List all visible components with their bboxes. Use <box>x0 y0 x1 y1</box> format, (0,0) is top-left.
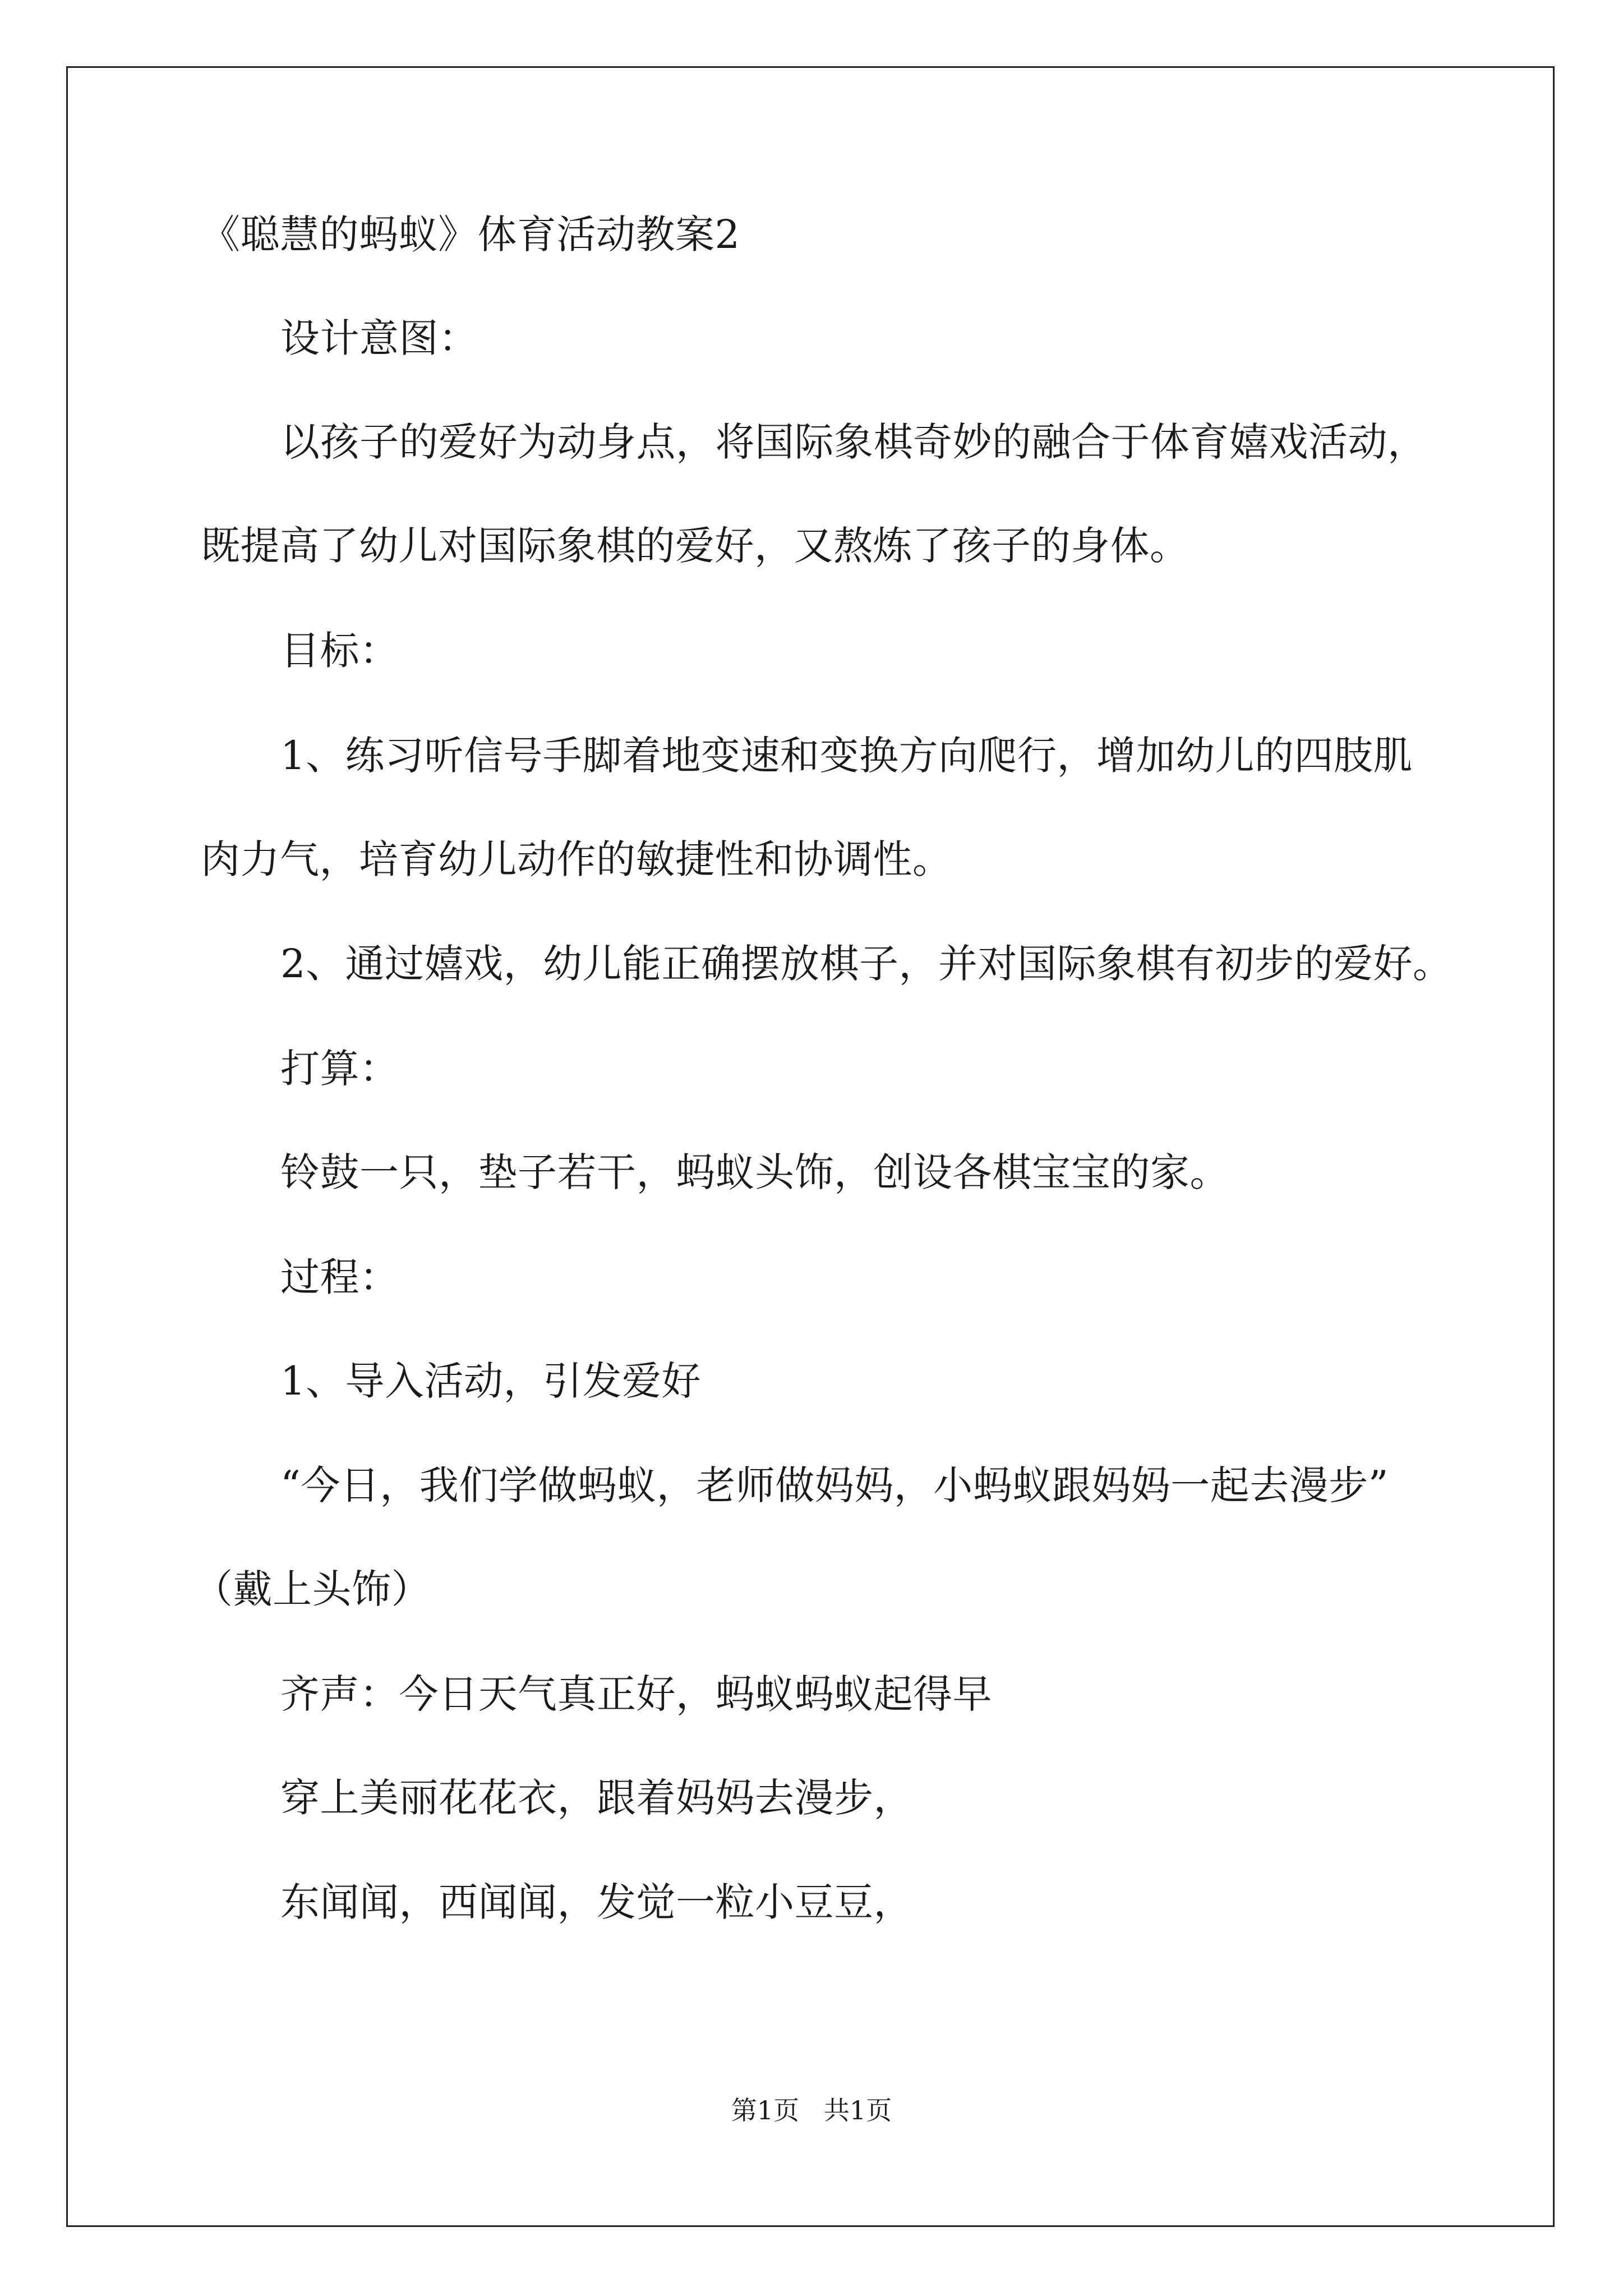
document-title: 《聪慧的蚂蚁》体育活动教案2 <box>201 211 740 257</box>
paragraph-line: 设计意图： <box>280 315 478 361</box>
paragraph-line: 1、练习听信号手脚着地变速和变换方向爬行，增加幼儿的四肢肌 <box>280 733 1413 779</box>
paragraph-line: 过程： <box>280 1254 399 1300</box>
paragraph-line: “今日，我们学做蚂蚁，老师做妈妈，小蚂蚁跟妈妈一起去漫步” <box>280 1462 1389 1508</box>
paragraph-line: 既提高了幼儿对国际象棋的爱好，又熬炼了孩子的身体。 <box>201 523 1189 569</box>
paragraph-line: 以孩子的爱好为动身点，将国际象棋奇妙的融合于体育嬉戏活动， <box>280 419 1427 465</box>
paragraph-line: 齐声：今日天气真正好，蚂蚁蚂蚁起得早 <box>280 1671 992 1717</box>
paragraph-line: 目标： <box>280 628 399 674</box>
paragraph-line: 肉力气，培育幼儿动作的敏捷性和协调性。 <box>201 836 952 882</box>
paragraph-line: 东闻闻，西闻闻，发觉一粒小豆豆， <box>280 1879 913 1925</box>
page-footer: 第1页 共1页 <box>731 2095 892 2125</box>
paragraph-line: 穿上美丽花花衣，跟着妈妈去漫步， <box>280 1775 913 1821</box>
paragraph-line: 1、导入活动，引发爱好 <box>280 1358 702 1404</box>
paragraph-line: 打算： <box>280 1046 399 1092</box>
paragraph-line: （戴上头饰） <box>193 1566 431 1612</box>
paragraph-line: 2、通过嬉戏，幼儿能正确摆放棋子，并对国际象棋有初步的爱好。 <box>280 941 1453 987</box>
paragraph-line: 铃鼓一只，垫子若干，蚂蚁头饰，创设各棋宝宝的家。 <box>280 1149 1229 1195</box>
